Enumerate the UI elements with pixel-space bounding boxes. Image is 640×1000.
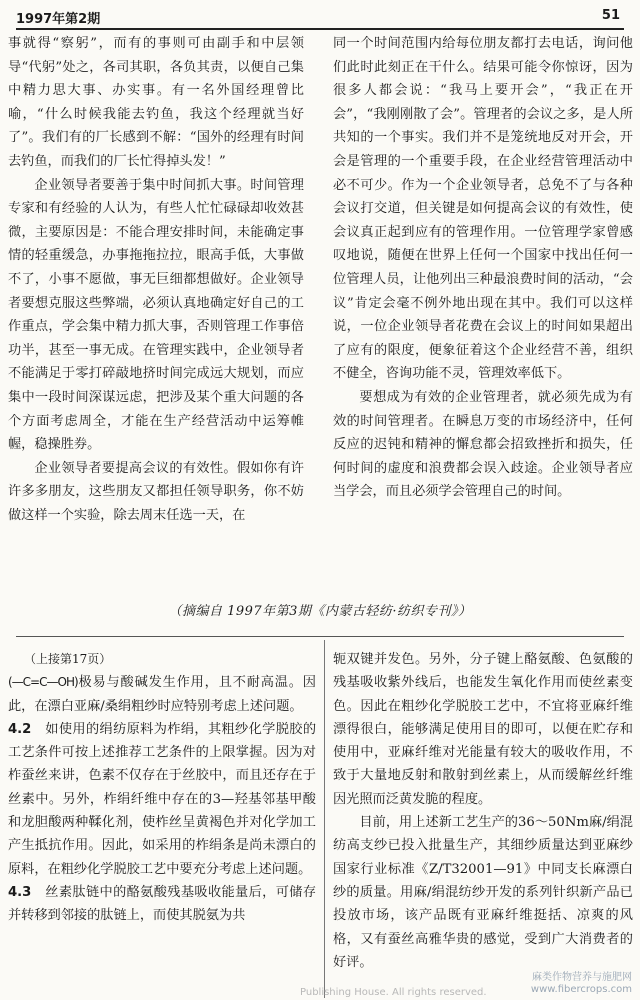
article2-right-column	[333, 648, 633, 974]
issue-label: 1997年第2期	[16, 12, 101, 27]
header-rule	[16, 28, 624, 30]
paragraph: 事就得“察躬”，而有的事则可由副手和中层领导“代躬”处之，各司其职，各负其责，以便自己集中精力思大事、办实事。有一名外国经理曾比喻，“什么时候我能去钓鱼，我这个经理就当好了”。我们有的厂长感到不解：“国外的经理有时间去钓鱼，而我们的厂长忙得掉头发！”	[8, 36, 304, 169]
page-header	[16, 6, 624, 28]
section-number: 4.2	[8, 721, 32, 737]
intro-text: 极易与酸碱发生作用，且不耐高温。因此，在漂白亚麻/桑绢粗纱时应特别考虑上述问题。	[8, 675, 316, 714]
paragraph: 目前，用上述新工艺生产的36～50Nm麻/绢混纺高支纱已投入批量生产，其细纱质量达到亚麻纱国家行业标准《Z/T32001—91》中同支长麻漂白纱的质量。用麻/绢混纺纱开发的系列针织新产品已投放市场，该产品既有亚麻纤维挺括、凉爽的风格，又有蚕丝高雅华贵的感觉，受到广大消费者的好评。	[333, 815, 633, 970]
paragraph: 企业领导者要提高会议的有效性。假如你有许许多多朋友，这些朋友又都担任领导职务，你不妨做这样一个实验，除去周末任选一天，在	[8, 460, 304, 523]
article2-left-column	[8, 648, 316, 928]
paragraph: 企业领导者要善于集中时间抓大事。时间管理专家和有经验的人认为，有些人忙忙碌碌却收效甚微，主要原因是：不能合理安排时间，未能确定事情的轻重缓急，办事拖拖拉拉，眼高手低，大事做不了，小事不愿做，事无巨细都想做好。企业领导者要想克服这些弊端，必须认真地确定好自己的工作重点，学会集中精力抓大事，否则管理工作事倍功半，甚至一事无成。在管理实践中，企业领导者不能满足于零打碎敲地挤时间完成远大规划，而应集中一段时间深谋远虑，把涉及某个重大问题的各个方面考虑周全，才能在生产经营活动中运筹帷幄，稳操胜券。	[8, 177, 304, 453]
paragraph	[8, 671, 316, 718]
faint-copyright: Publishing House. All rights reserved.	[300, 987, 487, 998]
paragraph	[8, 881, 316, 928]
paragraph	[8, 718, 316, 881]
page-number: 51	[601, 8, 620, 23]
section-text: 丝素肽链中的酪氨酸残基吸收能量后，可储存并转移到邻接的肽链上，而使其脱氨为共	[8, 884, 317, 924]
source-note: （摘编自 1997年第3期《内蒙古轻纺·纺织专刊》）	[168, 604, 472, 619]
watermark-line: 麻类作物营养与施肥网	[532, 972, 632, 983]
column-divider	[324, 640, 325, 998]
paragraph: 要想成为有效的企业管理者，就必须先成为有效的时间管理者。在瞬息万变的市场经济中，任何反应的迟钝和精神的懈怠都会招致挫折和损失，任何时间的虚度和浪费都会误入歧途。企业领导者应当学会，而且必须学会管理自己的时间。	[333, 389, 633, 500]
paragraph: 轭双键并发色。另外，分子键上酪氨酸、色氨酸的残基吸收紫外线后，也能发生氧化作用而使丝素变色。因此在粗纱化学脱胶工艺中，不宜将亚麻纤维漂得很白，能够满足使用目的即可，以便在贮存和使用中，亚麻纤维对光能量有较大的吸收作用，不致于大量地反射和散射到丝素上，从而缓解丝纤维因光照而泛黄发脆的程度。	[333, 652, 633, 807]
watermark-url: www.fibercrops.com	[530, 984, 632, 995]
chem-formula: (—C=C—OH)	[8, 675, 78, 690]
article1-right-column	[333, 32, 633, 504]
section-number: 4.3	[8, 884, 32, 900]
watermark	[531, 972, 632, 996]
section-divider	[16, 636, 624, 637]
section-text: 如使用的绢纺原料为柞绢，其粗纱化学脱胶的工艺条件可按上述推荐工艺条件的上限掌握。因为对柞蚕丝来讲，色素不仅存在于丝胶中，而且还存在于丝素中。另外，柞绢纤维中存在的3—羟基邻基甲酸和龙胆酸两种鞣化剂，使柞丝呈黄褐色并对化学加工产生抵抗作用。因此，如采用的柞绢条是尚未漂白的原料，在粗纱化学脱胶工艺中要充分考虑上述问题。	[8, 721, 317, 877]
paragraph: 同一个时间范围内给每位朋友都打去电话，询问他们此时此刻正在干什么。结果可能令你惊讶，因为很多人都会说：“我马上要开会”，“我正在开会”，“我刚刚散了会”。管理者的会议之多，是人所共知的一个事实。我们并不是笼统地反对开会，开会是管理的一个重要手段，在企业经营管理活动中必不可少。作为一个企业领导者，总免不了与各种会议打交道，但关键是如何提高会议的有效性，使会议真正起到应有的管理作用。一位管理学家曾感叹地说，随便在世界上任何一个国家中找出任何一位管理人员，让他列出三种最浪费时间的活动，“会议”肯定会毫不例外地出现在其中。我们可以这样说，一位企业领导者花费在会议上的时间如果超出了应有的限度，便象征着这个企业经营不善，组织不健全，咨询功能不灵，管理效率低下。	[333, 36, 633, 382]
continued-note: （上接第17页）	[24, 652, 112, 666]
article1-left-column	[8, 32, 304, 527]
